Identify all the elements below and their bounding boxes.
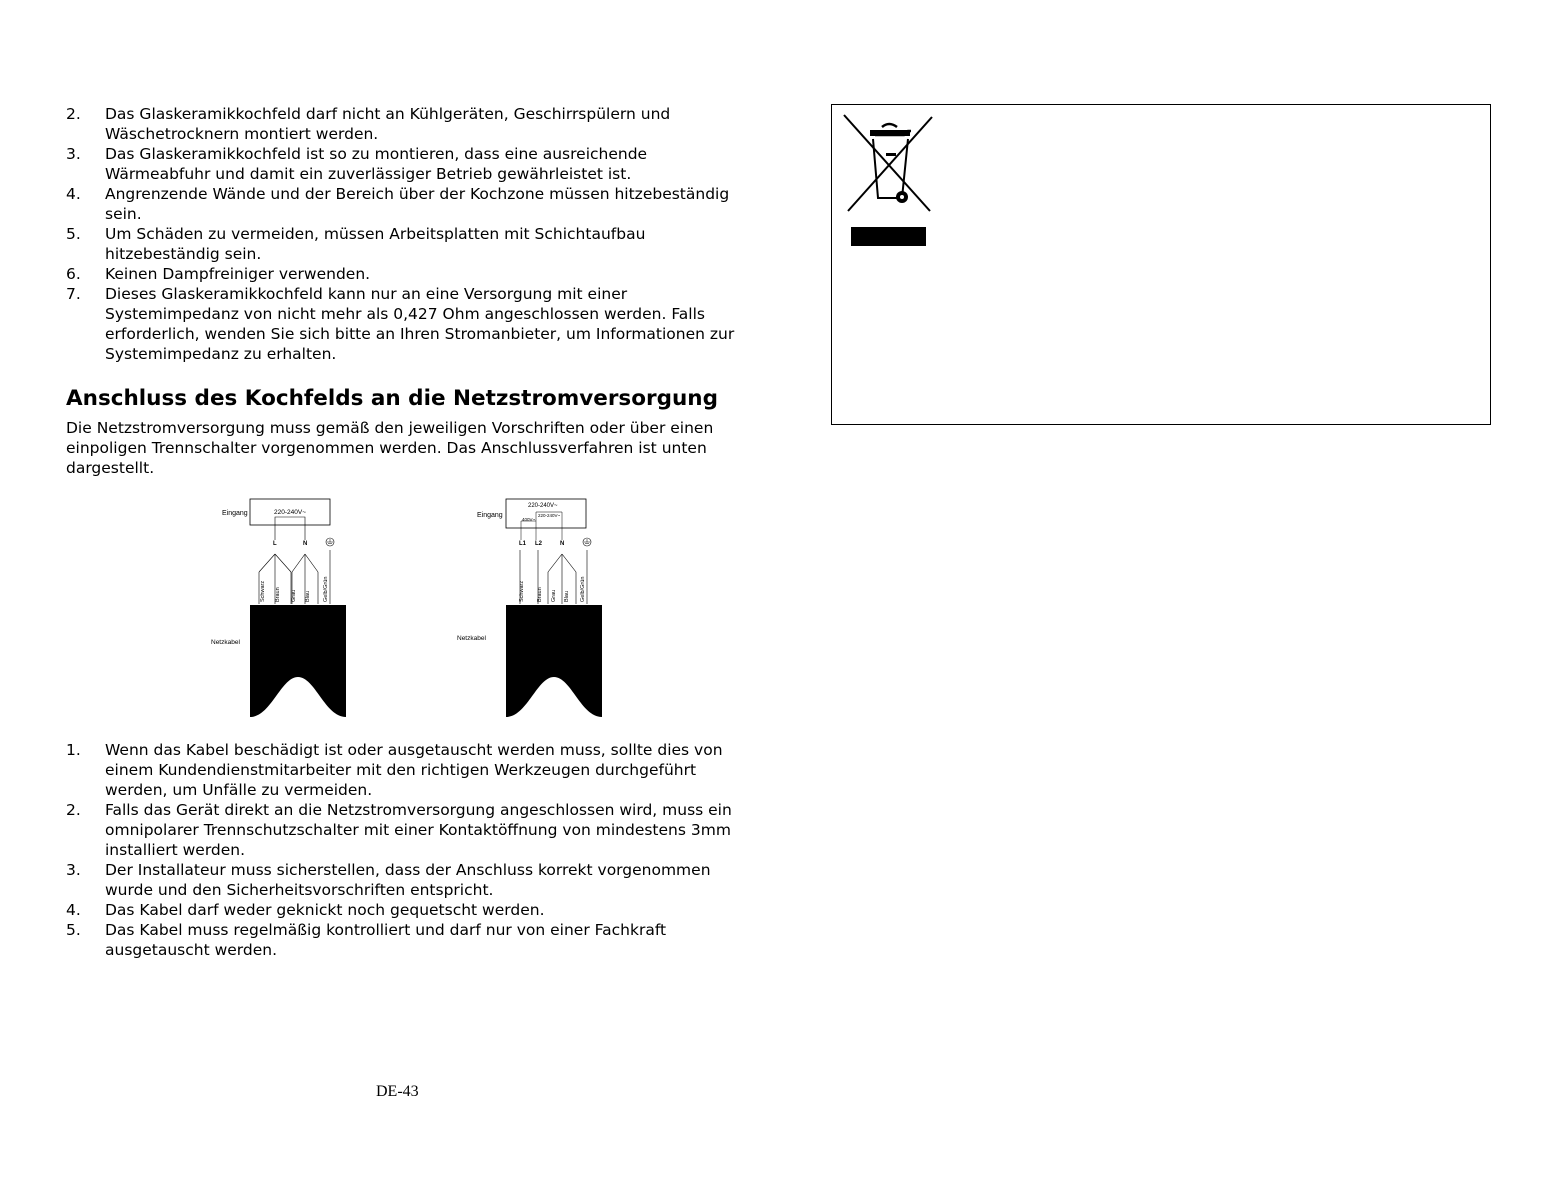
terminal-l1: L1 [519, 541, 527, 547]
voltage-label-400: 400V~ [522, 517, 536, 522]
item-text: Angrenzende Wände und der Bereich über der Kochzone müssen hitzebeständig sein. [105, 185, 730, 223]
wiring-diagram-two-phase [452, 492, 620, 722]
item-text: Dieses Glaskeramikkochfeld kann nur an eine Versorgung mit einer Systemimpedanz von nicht mehr als 0,427 Ohm angeschlossen werden. Falls erforderlich, wenden Sie sich bitte an Ihren Stromanbieter, um Informationen zur Systemimpedanz zu erhalten. [105, 285, 735, 363]
voltage-label: 220-240V~ [274, 509, 306, 516]
power-cable-shape [250, 605, 346, 717]
voltage-label-inner: 220-240V~ [538, 513, 561, 518]
terminal-n: N [560, 541, 565, 547]
terminal-bracket [275, 517, 305, 540]
black-bar [851, 227, 926, 246]
terminal-bracket-400 [521, 521, 536, 540]
item-text: Das Glaskeramikkochfeld ist so zu montieren, dass eine ausreichende Wärmeabfuhr und damit ein zuverlässiger Betrieb gewährleistet ist. [105, 145, 648, 183]
cable-label: Netzkabel [211, 639, 240, 646]
section-heading: Anschluss des Kochfelds an die Netzstromversorgung [66, 386, 718, 411]
list-item [66, 264, 746, 284]
wire-label-schwarz: Schwarz [260, 580, 266, 602]
terminal-l2: L2 [535, 541, 543, 547]
item-number: 3. [66, 145, 81, 163]
item-text: Um Schäden zu vermeiden, müssen Arbeitsplatten mit Schichtaufbau hitzebeständig sein. [105, 225, 646, 263]
item-number: 2. [66, 105, 81, 123]
crossed-out-wheelie-bin-icon [842, 113, 936, 213]
voltage-label-outer: 220-240V~ [528, 503, 558, 509]
input-label: Eingang [477, 512, 503, 519]
input-label: Eingang [222, 510, 248, 517]
item-number: 7. [66, 285, 81, 303]
item-number: 6. [66, 265, 81, 283]
list-item [66, 184, 746, 224]
list-item [66, 224, 746, 264]
terminal-l: L [273, 541, 277, 547]
power-cable-shape [506, 605, 602, 717]
wire-label-gelb-gruen: Gelb/Grün [580, 576, 586, 602]
item-text: Wenn das Kabel beschädigt ist oder ausgetauscht werden muss, sollte dies von einem Kundendienstmitarbeiter mit den richtigen Werkzeugen durchgeführt werden, um Unfälle zu vermeiden. [105, 741, 723, 799]
list-item [66, 920, 746, 960]
cable-label: Netzkabel [457, 635, 486, 642]
earth-symbol-icon [583, 538, 591, 546]
wire-label-braun: Braun [275, 587, 281, 602]
item-text: Der Installateur muss sicherstellen, dass der Anschluss korrekt vorgenommen wurde und den Sicherheitsvorschriften entspricht. [105, 861, 711, 899]
wire-label-blau: Blau [564, 590, 570, 602]
wire-label-schwarz: Schwarz [519, 580, 525, 602]
list-item [66, 900, 746, 920]
item-number: 1. [66, 741, 81, 759]
item-number: 5. [66, 225, 81, 243]
item-number: 3. [66, 861, 81, 879]
item-number: 5. [66, 921, 81, 939]
list-item [66, 740, 746, 800]
item-number: 2. [66, 801, 81, 819]
list-item [66, 284, 746, 364]
wire-label-grau: Grau [291, 589, 297, 602]
item-text: Das Kabel darf weder geknickt noch gequetscht werden. [105, 901, 545, 919]
item-text: Keinen Dampfreiniger verwenden. [105, 265, 371, 283]
list-item [66, 860, 746, 900]
cable-notes-list [66, 740, 746, 960]
list-item [66, 800, 746, 860]
wire-label-braun: Braun [537, 587, 543, 602]
terminal-n: N [303, 541, 308, 547]
page-number: DE-43 [376, 1083, 419, 1100]
wire-label-grau: Grau [551, 589, 557, 602]
earth-symbol-icon [326, 538, 334, 546]
wiring-diagram-single-phase [205, 492, 365, 722]
item-text: Falls das Gerät direkt an die Netzstromversorgung angeschlossen wird, muss ein omnipolarer Trennschutzschalter mit einer Kontaktöffnung von mindestens 3mm installiert werden. [105, 801, 732, 859]
installation-notes-list [66, 104, 746, 364]
item-text: Das Glaskeramikkochfeld darf nicht an Kühlgeräten, Geschirrspülern und Wäschetrocknern montiert werden. [105, 105, 671, 143]
list-item [66, 104, 746, 144]
weee-disposal-box [831, 104, 1491, 425]
intro-paragraph: Die Netzstromversorgung muss gemäß den jeweiligen Vorschriften oder über einen einpoligen Trennschalter vorgenommen werden. Das Anschlussverfahren ist unten dargestellt. [66, 419, 714, 477]
item-number: 4. [66, 185, 81, 203]
wire-label-gelb-gruen: Gelb/Grün [323, 576, 329, 602]
item-text: Das Kabel muss regelmäßig kontrolliert und darf nur von einer Fachkraft ausgetauscht werden. [105, 921, 667, 959]
item-number: 4. [66, 901, 81, 919]
list-item [66, 144, 746, 184]
wire-label-blau: Blau [305, 590, 311, 602]
